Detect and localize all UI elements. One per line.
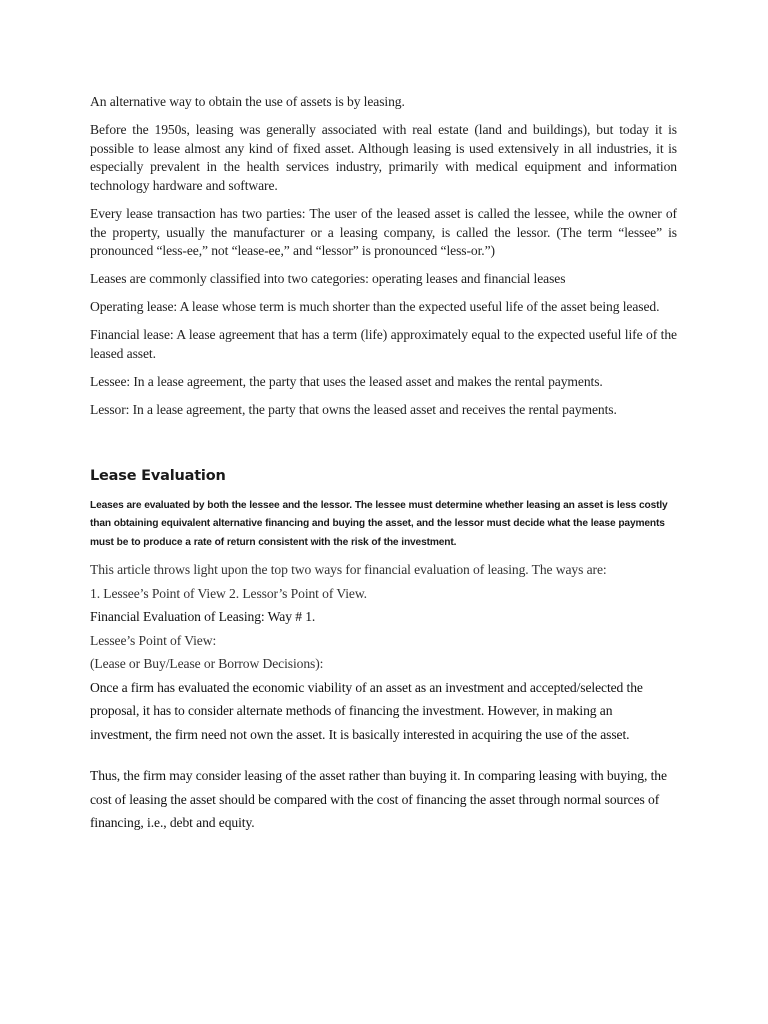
article-line: 1. Lessee’s Point of View 2. Lessor’s Point of View. [90,585,367,601]
article-line: Lessee’s Point of View: [90,632,217,648]
definition-lessor: Lessor: In a lease agreement, the party that owns the leased asset and receives the rental payments. [90,402,617,418]
paragraph-gap [90,746,677,764]
paragraph-history: Before the 1950s, leasing was generally associated with real estate (land and buildings), but today it is possible to lease almost any kind of fixed asset. Although leasing is used extensively in all industries, it is especially prevalent in the health services industry, primarily with medical equipment and information technology hardware and software. [90,122,677,193]
definition-operating-lease: Operating lease: A lease whose term is much shorter than the expected useful life of the asset being leased. [90,299,660,315]
paragraph-categories: Leases are commonly classified into two categories: operating leases and financial leases [90,271,566,287]
article-line: This article throws light upon the top two ways for financial evaluation of leasing. The ways are: [90,562,607,578]
article-paragraph: Thus, the firm may consider leasing of the asset rather than buying it. In comparing leasing with buying, the cost of leasing the asset should be compared with the cost of financing the asset through normal sources of financing, i.e., debt and equity. [90,768,667,831]
definition-financial-lease: Financial lease: A lease agreement that has a term (life) approximately equal to the expected useful life of the leased asset. [90,327,677,362]
paragraph-parties: Every lease transaction has two parties: The user of the leased asset is called the lessee, while the owner of the property, usually the manufacturer or a leasing company, is called the lessor. (The term “lessee” is pronounced “less-ee,” not “lease-ee,” and “lessor” is pronounced “less-or.”) [90,205,677,259]
subheading-way-1: Financial Evaluation of Leasing: Way # 1. [90,609,316,625]
document-page [90,93,677,835]
article-paragraph: Once a firm has evaluated the economic viability of an asset as an investment and accepted/selected the proposal, it has to consider alternate methods of financing the investment. However, in making an investment, the firm need not own the asset. It is basically interested in acquiring the use of the asset. [90,679,643,742]
definition-lessee: Lessee: In a lease agreement, the party that uses the leased asset and makes the rental payments. [90,374,603,390]
paragraph-intro: An alternative way to obtain the use of assets is by leasing. [90,94,405,109]
section-heading: Lease Evaluation [90,467,226,484]
section-intro: Leases are evaluated by both the lessee and the lessor. The lessee must determine whether leasing an asset is less costly than obtaining equivalent alternative financing and buying the asset, and the lessor must decide what the lease payments must be to produce a rate of return consistent with the risk of the investment. [90,499,668,548]
article-line: (Lease or Buy/Lease or Borrow Decisions): [90,656,324,672]
